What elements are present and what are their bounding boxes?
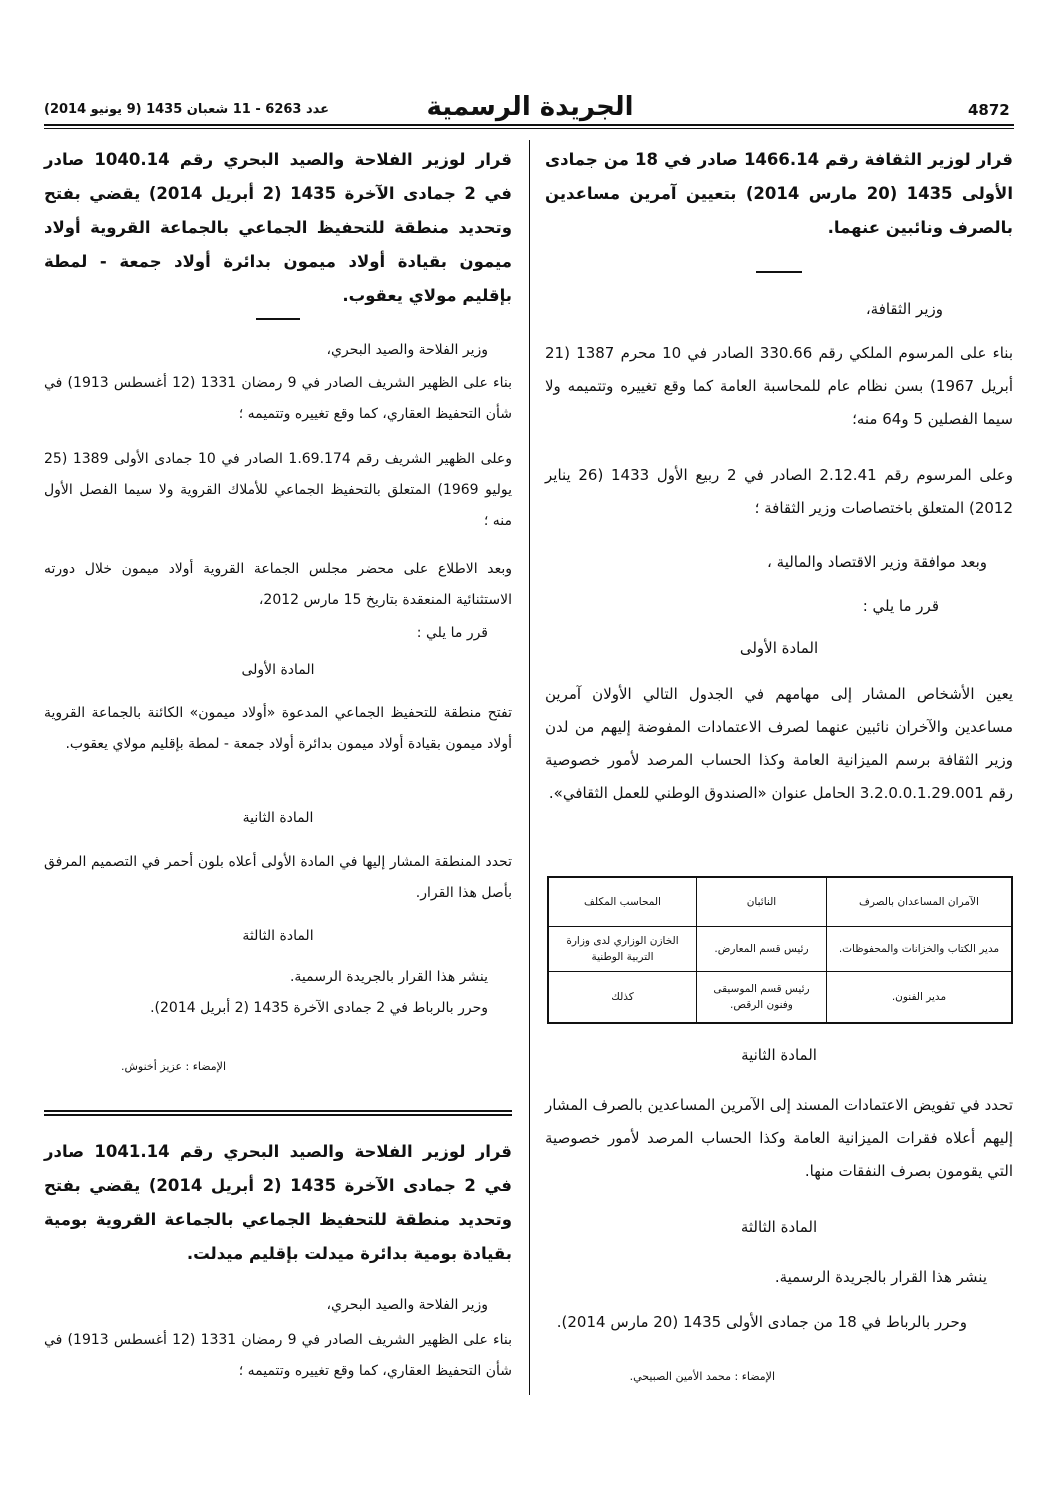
culture-decision-title: قرار لوزير الثقافة رقم 1466.14 صادر في 18 من جمادى الأولى 1435 (20 مارس 2014) بتعيين آمرين مساعدين بالصرف ونائبين عنهما. bbox=[545, 150, 1013, 237]
culture-done-at: وحرر بالرباط في 18 من جمادى الأولى 1435 (20 مارس 2014). bbox=[556, 1313, 967, 1331]
table-header-cell: الآمران المساعدان بالصرف bbox=[826, 877, 1012, 927]
issue-info: عدد 6263 - 11 شعبان 1435 (9 يونيو 2014) bbox=[44, 102, 330, 117]
agri-1-paragraph-3: وبعد الاطلاع على محضر مجلس الجماعة القروية أولاد ميمون خلال دورته الاستثنائية المنعقدة بتاريخ 15 مارس 2012، bbox=[44, 561, 512, 608]
agri-1-article-1-title: المادة الأولى bbox=[241, 662, 315, 678]
agri-1-signature: الإمضاء : عزيز أخنوش. bbox=[120, 1060, 226, 1073]
agri-1-done-at: وحرر بالرباط في 2 جمادى الآخرة 1435 (2 أبريل 2014). bbox=[150, 1000, 488, 1016]
decision-separator bbox=[44, 1110, 512, 1116]
agri-decision-2-title: قرار لوزير الفلاحة والصيد البحري رقم 1041.14 صادر في 2 جمادى الآخرة 1435 (2 أبريل 2014) يقضي بفتح وتحديد منطقة للتحفيظ الجماعي بالجماعة القروية بومية بقيادة بومية بدائرة ميدلت بإقليم ميدلت. bbox=[44, 1142, 512, 1263]
agri-2-paragraph-1: بناء على الظهير الشريف الصادر في 9 رمضان 1331 (12 أغسطس 1913) في شأن التحفيظ العقاري، كما وقع تغييره وتتميمه ؛ bbox=[44, 1332, 512, 1379]
agri-1-article-3-text: ينشر هذا القرار بالجريدة الرسمية. bbox=[289, 969, 488, 985]
culture-article-2-text: تحدد في تفويض الاعتمادات المسند إلى الآمرين المساعدين بالصرف المشار إليهم أعلاه فقرات الميزانية العامة وكذا الحساب المرصد لأمور خصوصية التي يقومون بصرف النفقات منها. bbox=[545, 1096, 1013, 1180]
culture-minister: وزير الثقافة، bbox=[865, 300, 943, 318]
culture-article-2-title: المادة الثانية bbox=[741, 1046, 817, 1064]
agri-1-paragraph-2: وعلى الظهير الشريف رقم 1.69.174 الصادر في 10 جمادى الأولى 1389 (25 يوليو 1969) المتعلق بالتحفيظ الجماعي للأملاك القروية ولا سيما الفصل الأول منه ؛ bbox=[44, 451, 512, 529]
page-number: 4872 bbox=[968, 101, 1010, 119]
culture-paragraph-1: بناء على المرسوم الملكي رقم 330.66 الصادر في 10 محرم 1387 (21 أبريل 1967) بسن نظام عام للمحاسبة العامة كما وقع تغييره وتتميمه ولا سيما الفصلين 5 و64 منه؛ bbox=[545, 344, 1014, 428]
table-header-cell: النائبان bbox=[697, 877, 827, 927]
agri-1-decree: قرر ما يلي : bbox=[416, 625, 488, 641]
culture-article-3-title: المادة الثالثة bbox=[740, 1218, 818, 1236]
agri-decision-1-title: قرار لوزير الفلاحة والصيد البحري رقم 1040.14 صادر في 2 جمادى الآخرة 1435 (2 أبريل 2014) يقضي بفتح وتحديد منطقة للتحفيظ الجماعي بالجماعة القروية أولاد ميمون بقيادة أولاد ميمون بدائرة أولاد جمعة - لمطة بإقليم مولاي يعقوب. bbox=[44, 150, 512, 305]
culture-decree: قرر ما يلي : bbox=[862, 597, 939, 615]
table-cell: رئيس قسم المعارض. bbox=[697, 927, 827, 972]
header-rule-thin bbox=[44, 128, 1014, 129]
culture-paragraph-3: وبعد موافقة وزير الاقتصاد والمالية ، bbox=[767, 553, 987, 571]
table-cell: رئيس قسم الموسيقى وفنون الرقص. bbox=[697, 972, 827, 1024]
column-divider bbox=[529, 140, 530, 1395]
table-cell: مدير الكتاب والخزانات والمحفوظات. bbox=[826, 927, 1012, 972]
table-row bbox=[548, 972, 1012, 1024]
culture-article-1-title: المادة الأولى bbox=[739, 639, 819, 657]
culture-signature: الإمضاء : محمد الأمين الصبيحي. bbox=[629, 1370, 775, 1383]
culture-paragraph-2: وعلى المرسوم رقم 2.12.41 الصادر في 2 ربيع الأول 1433 (26 يناير 2012) المتعلق باختصاصات وزير الثقافة ؛ bbox=[545, 466, 1013, 517]
culture-article-3-text: ينشر هذا القرار بالجريدة الرسمية. bbox=[774, 1268, 987, 1286]
agri-1-article-2-title: المادة الثانية bbox=[242, 810, 314, 826]
agri-1-article-3-title: المادة الثالثة bbox=[242, 928, 314, 944]
title-separator bbox=[256, 318, 300, 320]
agri-2-minister: وزير الفلاحة والصيد البحري، bbox=[326, 1297, 488, 1313]
header-rule bbox=[44, 124, 1014, 126]
agri-1-minister: وزير الفلاحة والصيد البحري، bbox=[326, 342, 488, 358]
table-cell: مدير الفنون. bbox=[826, 972, 1012, 1024]
table-header-row bbox=[548, 877, 1012, 927]
agri-1-article-2-text: تحدد المنطقة المشار إليها في المادة الأولى أعلاه بلون أحمر في التصميم المرفق بأصل هذا القرار. bbox=[44, 854, 512, 901]
table-cell: الخازن الوزاري لدى وزارة التربية الوطنية bbox=[548, 927, 697, 972]
agri-1-paragraph-1: بناء على الظهير الشريف الصادر في 9 رمضان 1331 (12 أغسطس 1913) في شأن التحفيظ العقاري، كما وقع تغييره وتتميمه ؛ bbox=[44, 375, 512, 422]
delegation-table bbox=[547, 876, 1013, 1024]
gazette-title: الجريدة الرسمية bbox=[426, 92, 634, 122]
table-row bbox=[548, 927, 1012, 972]
title-separator bbox=[756, 271, 802, 273]
agri-1-article-1-text: تفتح منطقة للتحفيظ الجماعي المدعوة «أولاد ميمون» الكائنة بالجماعة القروية أولاد ميمون بقيادة أولاد ميمون بدائرة أولاد جمعة - لمطة بإقليم مولاي يعقوب. bbox=[44, 705, 512, 752]
table-header-cell: المحاسب المكلف bbox=[548, 877, 697, 927]
table-cell: كذلك bbox=[548, 972, 697, 1024]
culture-article-1-text: يعين الأشخاص المشار إلى مهامهم في الجدول التالي الأولان آمرين مساعدين والآخران نائبين عنهما لصرف الاعتمادات المفوضة إليهم من لدن وزير الثقافة برسم الميزانية العامة وكذا الحساب المرصد لأمور خصوصية رقم 3.2.0.0.1.29.001 الحامل عنوان «الصندوق الوطني للعمل الثقافي». bbox=[545, 685, 1013, 802]
